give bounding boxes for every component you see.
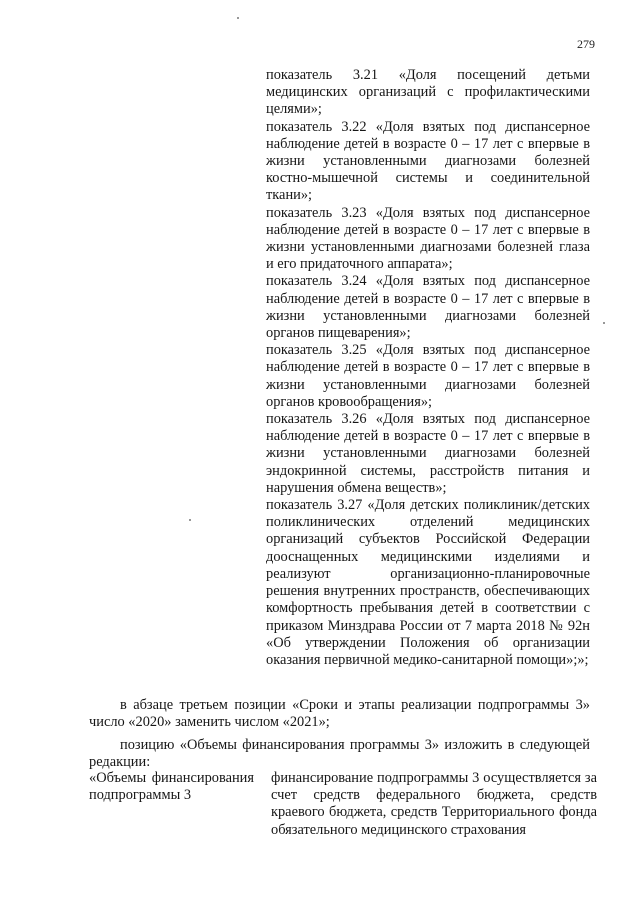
scan-speck: [189, 519, 191, 521]
scan-speck: [603, 322, 605, 324]
scan-speck: [237, 17, 239, 19]
financing-table-value: финансирование подпрограммы 3 осуществляется за счет средств федерального бюджета, средств краевого бюджета, средств Территориального фонда обязательного медицинского страхования: [271, 770, 597, 838]
page-number: 279: [577, 37, 595, 51]
indicator-list: [266, 67, 590, 669]
indicator-3-24: показатель 3.24 «Доля взятых под диспансерное наблюдение детей в возрасте 0 – 17 лет с впервые в жизни установленными диагнозами болезней органов пищеварения»;: [266, 273, 590, 342]
financing-table-label: «Объемы финансирования подпрограммы 3: [89, 770, 254, 804]
financing-table: [89, 770, 597, 839]
indicator-3-26: показатель 3.26 «Доля взятых под диспансерное наблюдение детей в возрасте 0 – 17 лет с впервые в жизни установленными диагнозами болезней эндокринной системы, расстройств питания и нарушения обмена веществ»;: [266, 411, 590, 496]
indicator-3-21: показатель 3.21 «Доля посещений детьми медицинских организаций с профилактическими целями»;: [266, 67, 590, 118]
indicator-3-25: показатель 3.25 «Доля взятых под диспансерное наблюдение детей в возрасте 0 – 17 лет с впервые в жизни установленными диагнозами болезней органов кровообращения»;: [266, 342, 590, 410]
indicator-3-27: показатель 3.27 «Доля детских поликлиник/детских поликлинических отделений медицинских организаций субъектов Российской Федерации дооснащенных медицинскими изделиями и реализуют организационно-планировочные решения внутренних пространств, обеспечивающих комфортность пребывания детей в соответствии с приказом Минздрава России от 7 марта 2018 № 92н «Об утверждении Положения об организации оказания первичной медико-санитарной помощи»;»;: [266, 497, 590, 668]
paragraph-terms-stages: в абзаце третьем позиции «Сроки и этапы реализации подпрограммы 3» число «2020» заменить числом «2021»;: [89, 697, 590, 731]
indicator-3-22: показатель 3.22 «Доля взятых под диспансерное наблюдение детей в возрасте 0 – 17 лет с впервые в жизни установленными диагнозами болезней костно-мышечной системы и соединительной ткани»;: [266, 118, 590, 204]
indicator-3-23: показатель 3.23 «Доля взятых под диспансерное наблюдение детей в возрасте 0 – 17 лет с впервые в жизни установленными диагнозами болезней глаза и его придаточного аппарата»;: [266, 204, 590, 273]
paragraph-financing-volumes: позицию «Объемы финансирования программы 3» изложить в следующей редакции:: [89, 737, 590, 771]
